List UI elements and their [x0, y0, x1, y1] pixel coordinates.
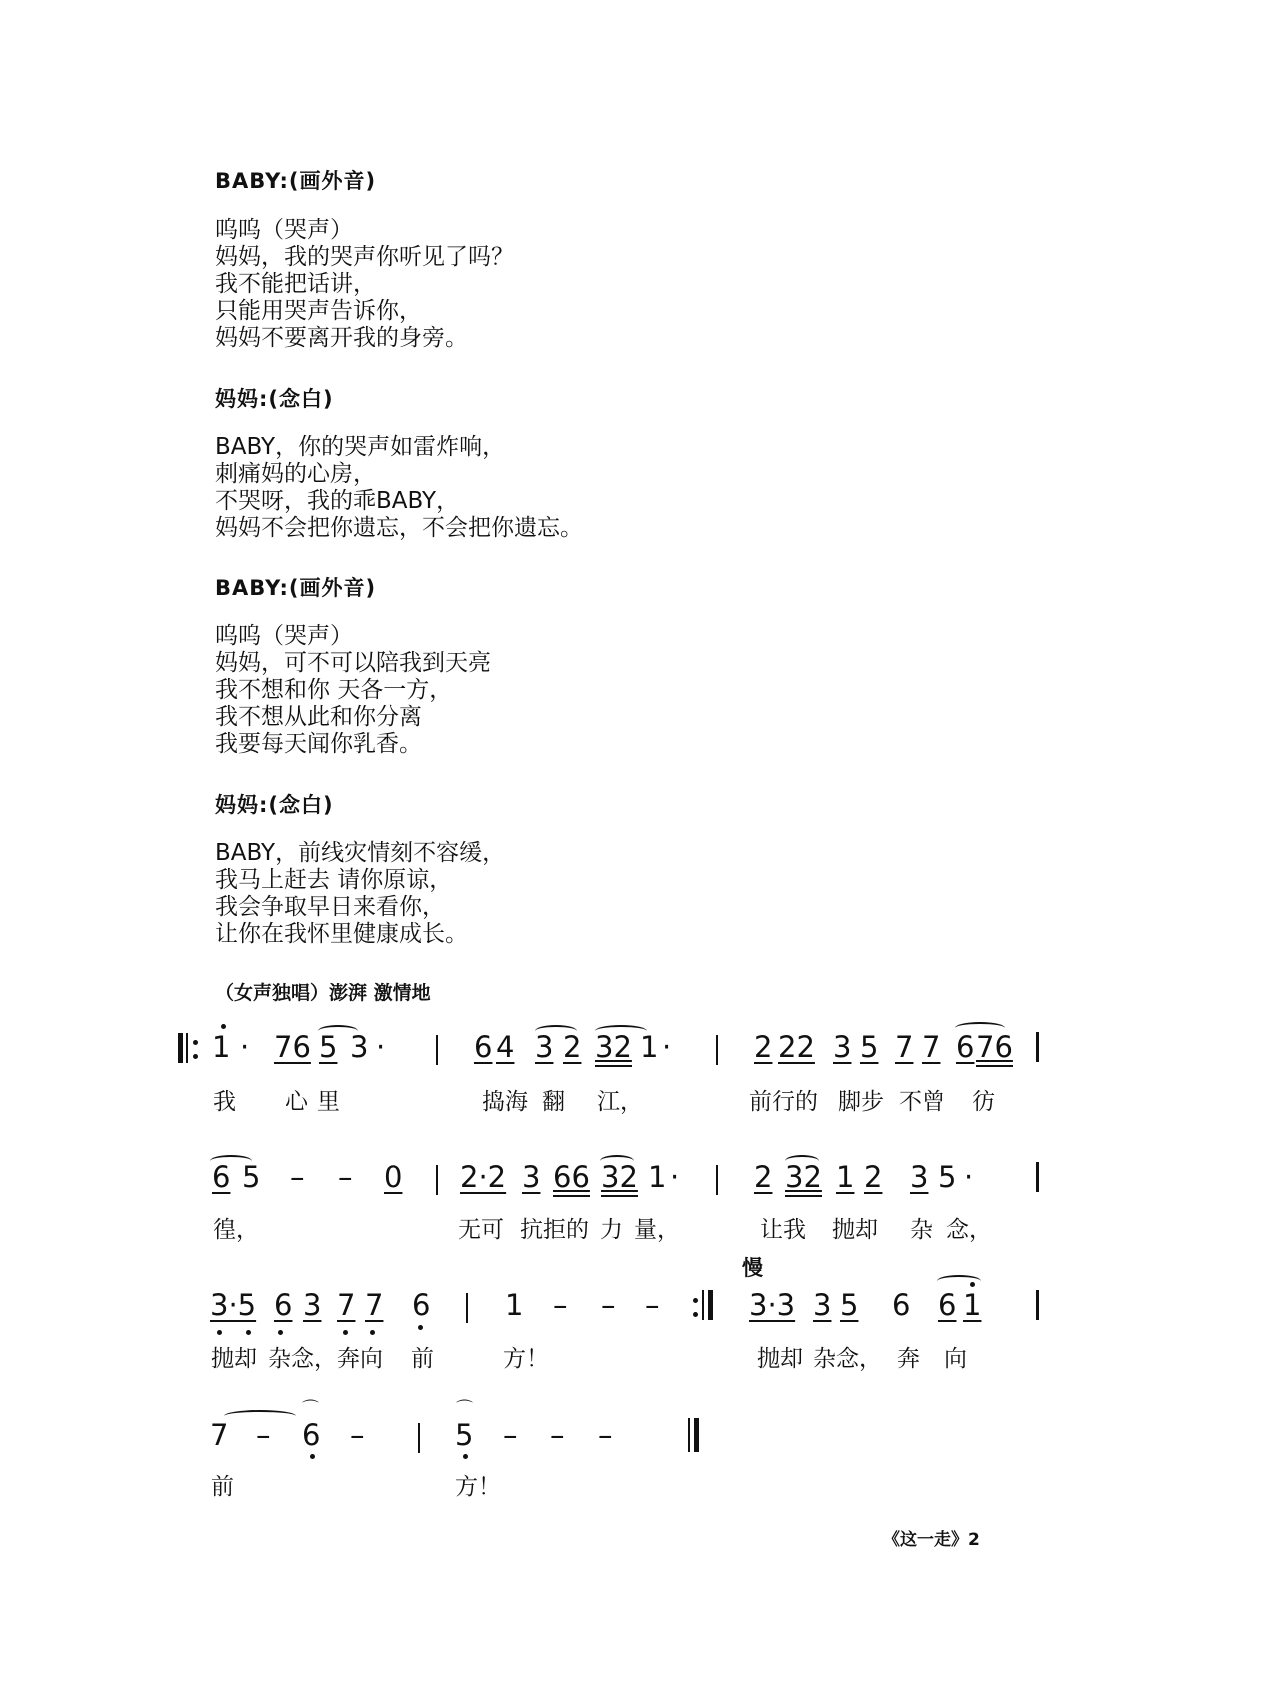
- note: –: [338, 1160, 353, 1194]
- repeat-end-thin-bar: [702, 1290, 704, 1320]
- lyric: 不曾: [899, 1089, 945, 1115]
- note: 2: [754, 1160, 773, 1194]
- note: –: [601, 1288, 616, 1322]
- verse-line: 妈妈不要离开我的身旁。: [215, 325, 468, 351]
- speaker-baby-2: BABY:(画外音): [215, 576, 377, 600]
- low-octave-dot: [463, 1454, 468, 1459]
- note: –: [256, 1418, 271, 1452]
- note: 3: [522, 1160, 541, 1194]
- repeat-dot: [693, 1312, 698, 1317]
- lyric: 奔: [897, 1346, 920, 1372]
- tempo-marking: 慢: [742, 1256, 763, 1280]
- note: 32: [601, 1160, 638, 1197]
- note: 32: [595, 1030, 632, 1067]
- note: –: [550, 1418, 565, 1452]
- note: 1: [212, 1030, 231, 1064]
- note: 5: [455, 1418, 474, 1452]
- low-octave-dot: [246, 1330, 251, 1335]
- speaker-mama-2: 妈妈:(念白): [215, 793, 334, 817]
- repeat-start-thick-bar: [178, 1033, 183, 1063]
- lyric: 江，: [597, 1089, 643, 1115]
- lyric: 让我: [760, 1217, 806, 1243]
- note: 5: [840, 1288, 859, 1322]
- note: 1: [505, 1288, 524, 1322]
- note: 2: [864, 1160, 883, 1194]
- note: 3·3: [749, 1288, 796, 1322]
- bar-line: [1036, 1032, 1039, 1062]
- bar-line: [1036, 1290, 1039, 1320]
- lyric: 杂: [910, 1217, 933, 1243]
- fermata-icon: ⌒: [302, 1399, 319, 1419]
- note: 7: [210, 1418, 229, 1452]
- repeat-dot: [193, 1054, 198, 1059]
- verse-line: 妈妈，我的哭声你听见了吗？: [215, 244, 514, 270]
- note: 6: [212, 1160, 231, 1194]
- verse-line: 呜呜（哭声）: [215, 623, 353, 649]
- note: 32: [785, 1160, 822, 1197]
- note: 3: [833, 1030, 852, 1064]
- page-footer: 《这一走》2: [883, 1530, 980, 1550]
- low-octave-dot: [343, 1330, 348, 1335]
- verse-baby-2: [215, 623, 491, 758]
- bar-line: [716, 1035, 718, 1065]
- note: –: [598, 1418, 613, 1452]
- bar-line: [716, 1165, 718, 1195]
- lyric: 力: [600, 1217, 623, 1243]
- bar-line: [436, 1035, 438, 1065]
- verse-line: 妈妈，可不可以陪我到天亮: [215, 650, 491, 676]
- note: 5: [319, 1030, 338, 1064]
- lyric: 方！: [455, 1474, 501, 1500]
- lyric: 捣海: [482, 1089, 528, 1115]
- verse-mama-2: [215, 840, 505, 948]
- low-octave-dot: [310, 1454, 315, 1459]
- note: 3: [813, 1288, 832, 1322]
- note: 6: [474, 1030, 493, 1064]
- note: ·: [662, 1030, 672, 1064]
- verse-line: BABY，你的哭声如雷炸响，: [215, 434, 506, 460]
- note: 7: [337, 1288, 356, 1322]
- bar-line: [436, 1165, 438, 1195]
- note: 22: [778, 1030, 815, 1064]
- final-thick-bar: [694, 1418, 699, 1452]
- note: 5: [938, 1160, 957, 1194]
- verse-line: 我马上赶去 请你原谅，: [215, 867, 453, 893]
- slur: [937, 1275, 981, 1287]
- repeat-start-thin-bar: [186, 1033, 188, 1063]
- note: 3: [535, 1030, 554, 1064]
- note: ·: [240, 1030, 250, 1064]
- note: 1: [640, 1030, 659, 1064]
- note: 6: [274, 1288, 293, 1322]
- note: 6: [892, 1288, 911, 1322]
- bar-line: [466, 1293, 468, 1323]
- note: 1: [836, 1160, 855, 1194]
- slur: [600, 1155, 634, 1167]
- low-octave-dot: [418, 1325, 423, 1330]
- bar-line: [418, 1423, 420, 1453]
- fermata-icon: ⌒: [456, 1399, 473, 1419]
- verse-line: 只能用哭声告诉你，: [215, 298, 422, 324]
- lyric: 心: [285, 1089, 308, 1115]
- note: 66: [553, 1160, 590, 1197]
- slur: [785, 1155, 819, 1167]
- note: 4: [496, 1030, 515, 1064]
- speaker-baby-1: BABY:(画外音): [215, 169, 377, 193]
- lyric: 抛却: [832, 1217, 878, 1243]
- lyric: 彷: [972, 1089, 995, 1115]
- note: 3: [303, 1288, 322, 1322]
- note: 6: [938, 1288, 957, 1322]
- final-thin-bar: [688, 1418, 690, 1452]
- speaker-mama-1: 妈妈:(念白): [215, 387, 334, 411]
- lyric: 翻: [542, 1089, 565, 1115]
- lyric: 量，: [634, 1217, 680, 1243]
- note: –: [553, 1288, 568, 1322]
- verse-line: 呜呜（哭声）: [215, 217, 353, 243]
- note: –: [290, 1160, 305, 1194]
- note: 2·2: [460, 1160, 507, 1194]
- lyric: 脚步: [838, 1089, 884, 1115]
- low-octave-dot: [217, 1330, 222, 1335]
- note: 76: [976, 1030, 1013, 1067]
- bar-line: [1036, 1162, 1039, 1192]
- low-octave-dot: [370, 1330, 375, 1335]
- verse-line: 我不想和你 天各一方，: [215, 677, 453, 703]
- verse-line: 妈妈不会把你遗忘，不会把你遗忘。: [215, 515, 583, 541]
- high-octave-dot: [221, 1024, 226, 1029]
- lyric: 我: [213, 1089, 236, 1115]
- lyric: 抛却: [211, 1346, 257, 1372]
- repeat-dot: [193, 1040, 198, 1045]
- lyric: 抗拒的: [520, 1217, 589, 1243]
- lyric: 前行的: [749, 1089, 818, 1115]
- note: 7: [922, 1030, 941, 1064]
- note: 76: [274, 1030, 311, 1064]
- note: 6: [302, 1418, 321, 1452]
- low-octave-dot: [278, 1330, 283, 1335]
- verse-line: BABY，前线灾情刻不容缓，: [215, 840, 506, 866]
- note: ·: [964, 1160, 974, 1194]
- note: 3·5: [210, 1288, 257, 1322]
- repeat-end-thick-bar: [708, 1290, 713, 1320]
- note: 3: [910, 1160, 929, 1194]
- verse-line: 我要每天闻你乳香。: [215, 731, 422, 757]
- lyric: 前: [211, 1474, 234, 1500]
- note: –: [350, 1418, 365, 1452]
- verse-line: 我不想从此和你分离: [215, 704, 422, 730]
- note: ·: [670, 1160, 680, 1194]
- note: 7: [895, 1030, 914, 1064]
- note: –: [503, 1418, 518, 1452]
- lyric: 徨，: [213, 1217, 259, 1243]
- note: –: [645, 1288, 660, 1322]
- note: 2: [754, 1030, 773, 1064]
- lyric: 杂念，奔向: [268, 1346, 383, 1372]
- verse-line: 我不能把话讲，: [215, 271, 376, 297]
- lyric: 念，: [946, 1217, 992, 1243]
- lyric: 方！: [503, 1346, 549, 1372]
- note: 5: [242, 1160, 261, 1194]
- note: ·: [376, 1030, 386, 1064]
- lyric: 里: [317, 1089, 340, 1115]
- solo-heading: （女声独唱）澎湃 激情地: [215, 982, 431, 1004]
- note: 6: [412, 1288, 431, 1322]
- verse-line: 不哭呀，我的乖BABY，: [215, 488, 460, 514]
- lyric: 无可: [458, 1217, 504, 1243]
- lyric: 前: [411, 1346, 434, 1372]
- lyric: 向: [944, 1346, 967, 1372]
- note: 7: [365, 1288, 384, 1322]
- note: 6: [956, 1030, 975, 1064]
- lyric: 杂念，: [813, 1346, 882, 1372]
- verse-baby-1: [215, 217, 514, 352]
- lyric: 抛却: [757, 1346, 803, 1372]
- note: 3: [350, 1030, 369, 1064]
- note: 0: [384, 1160, 403, 1194]
- note: 1: [963, 1288, 982, 1322]
- verse-line: 让你在我怀里健康成长。: [215, 921, 468, 947]
- note: 1: [648, 1160, 667, 1194]
- repeat-dot: [693, 1298, 698, 1303]
- verse-line: 我会争取早日来看你，: [215, 894, 445, 920]
- verse-line: 刺痛妈的心房，: [215, 461, 376, 487]
- verse-mama-1: [215, 434, 583, 542]
- note: 2: [563, 1030, 582, 1064]
- note: 5: [860, 1030, 879, 1064]
